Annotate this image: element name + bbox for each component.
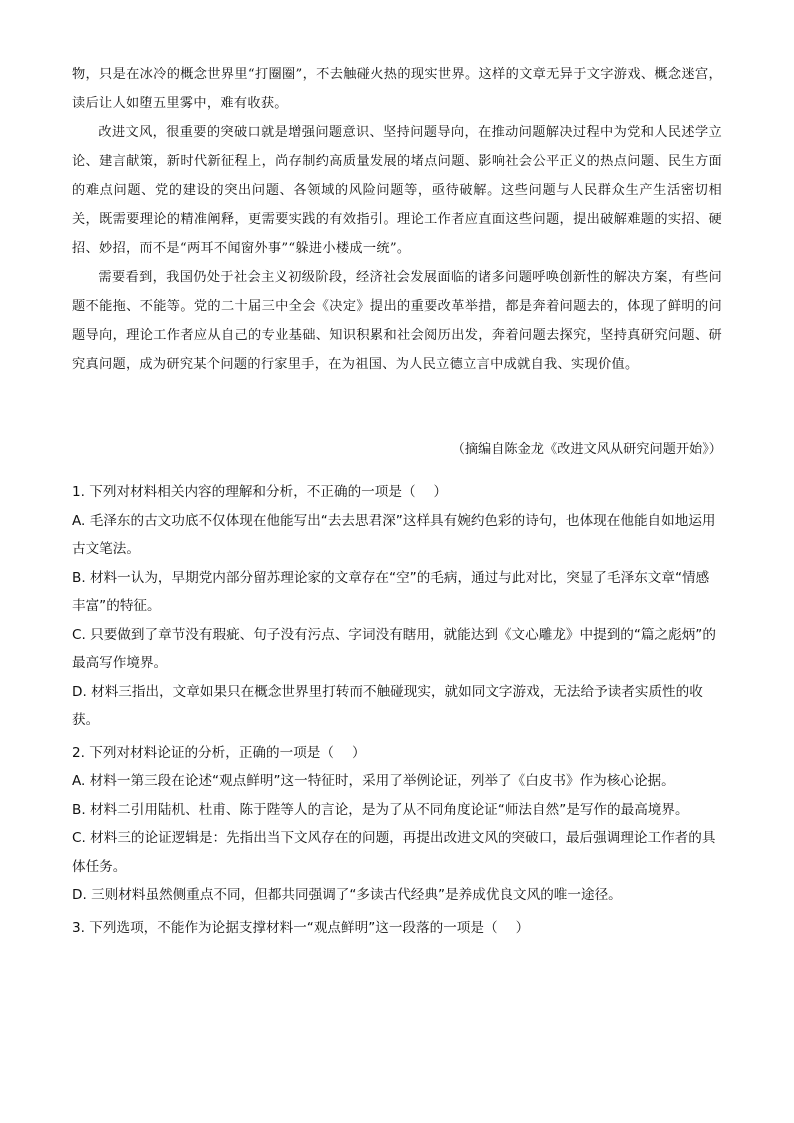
option-d: D. 三则材料虽然侧重点不同，但都共同强调了“多读古代经典”是养成优良文风的唯一途径。 [72,887,622,903]
option-b: B. 材料一认为，早期党内部分留苏理论家的文章存在“空”的毛病，通过与此对比，突显了毛泽东文章“情感丰富”的特征。 [72,569,710,614]
question-list [72,478,722,942]
option-a: A. 毛泽东的古文功底不仅体现在他能写出“去去思君深”这样具有婉约色彩的诗句，也体现在他能自如地运用古文笔法。 [72,512,716,557]
passage-paragraph-continued: 物，只是在冰冷的概念世界里“打圈圈”，不去触碰火热的现实世界。这样的文章无异于文字游戏、概念迷宫，读后让人如堕五里雾中，难有收获。 [72,67,722,111]
option-c: C. 材料三的论证逻辑是：先指出当下文风存在的问题，再提出改进文风的突破口，最后强调理论工作者的具体任务。 [72,830,716,875]
passage-source: （摘编自陈金龙《改进文风从研究问题开始》） [451,442,722,457]
reading-passage [72,60,722,379]
option-b: B. 材料二引用陆机、杜甫、陈于陛等人的言论，是为了从不同角度论证“师法自然”是写作的最高境界。 [72,801,689,818]
question-3 [72,914,722,943]
question-stem: 3. 下列选项，不能作为论据支撑材料一“观点鲜明”这一段落的一项是（ ） [72,919,530,936]
question-stem: 2. 下列对材料论证的分析，正确的一项是（ ） [72,744,366,761]
question-stem: 1. 下列对材料相关内容的理解和分析，不正确的一项是（ ） [72,484,448,500]
option-c: C. 只要做到了章节没有瑕疵、句子没有污点、字词没有瞎用，就能达到《文心雕龙》中提到的“篇之彪炳”的最高写作境界。 [72,626,716,671]
passage-paragraph-3: 需要看到，我国仍处于社会主义初级阶段，经济社会发展面临的诸多问题呼唤创新性的解决方案，有些问题不能拖、不能等。党的二十届三中全会《决定》提出的重要改革举措，都是奔着问题去的，体现了鲜明的问题导向，理论工作者应从自己的专业基础、知识积累和社会阅历出发，奔着问题去探究，坚持真研究问题、研究真问题，成为研究某个问题的行家里手，在为祖国、为人民立德立言中成就自我、实现价值。 [72,270,722,372]
question-1 [72,478,722,735]
question-2 [72,739,722,910]
passage-paragraph-2: 改进文风，很重要的突破口就是增强问题意识、坚持问题导向，在推动问题解决过程中为党和人民述学立论、建言献策，新时代新征程上，尚存制约高质量发展的堵点问题、影响社会公平正义的热点问题、民生方面的难点问题、党的建设的突出问题、各领域的风险问题等，亟待破解。这些问题与人民群众生产生活密切相关，既需要理论的精准阐释，更需要实践的有效指引。理论工作者应直面这些问题，提出破解难题的实招、硬招、妙招，而不是“两耳不闻窗外事”“躲进小楼成一统”。 [72,125,722,256]
option-a: A. 材料一第三段在论述“观点鲜明”这一特征时，采用了举例论证，列举了《白皮书》作为核心论据。 [72,773,675,789]
option-d: D. 材料三指出，文章如果只在概念世界里打转而不触碰现实，就如同文字游戏，无法给予读者实质性的收获。 [72,683,703,728]
